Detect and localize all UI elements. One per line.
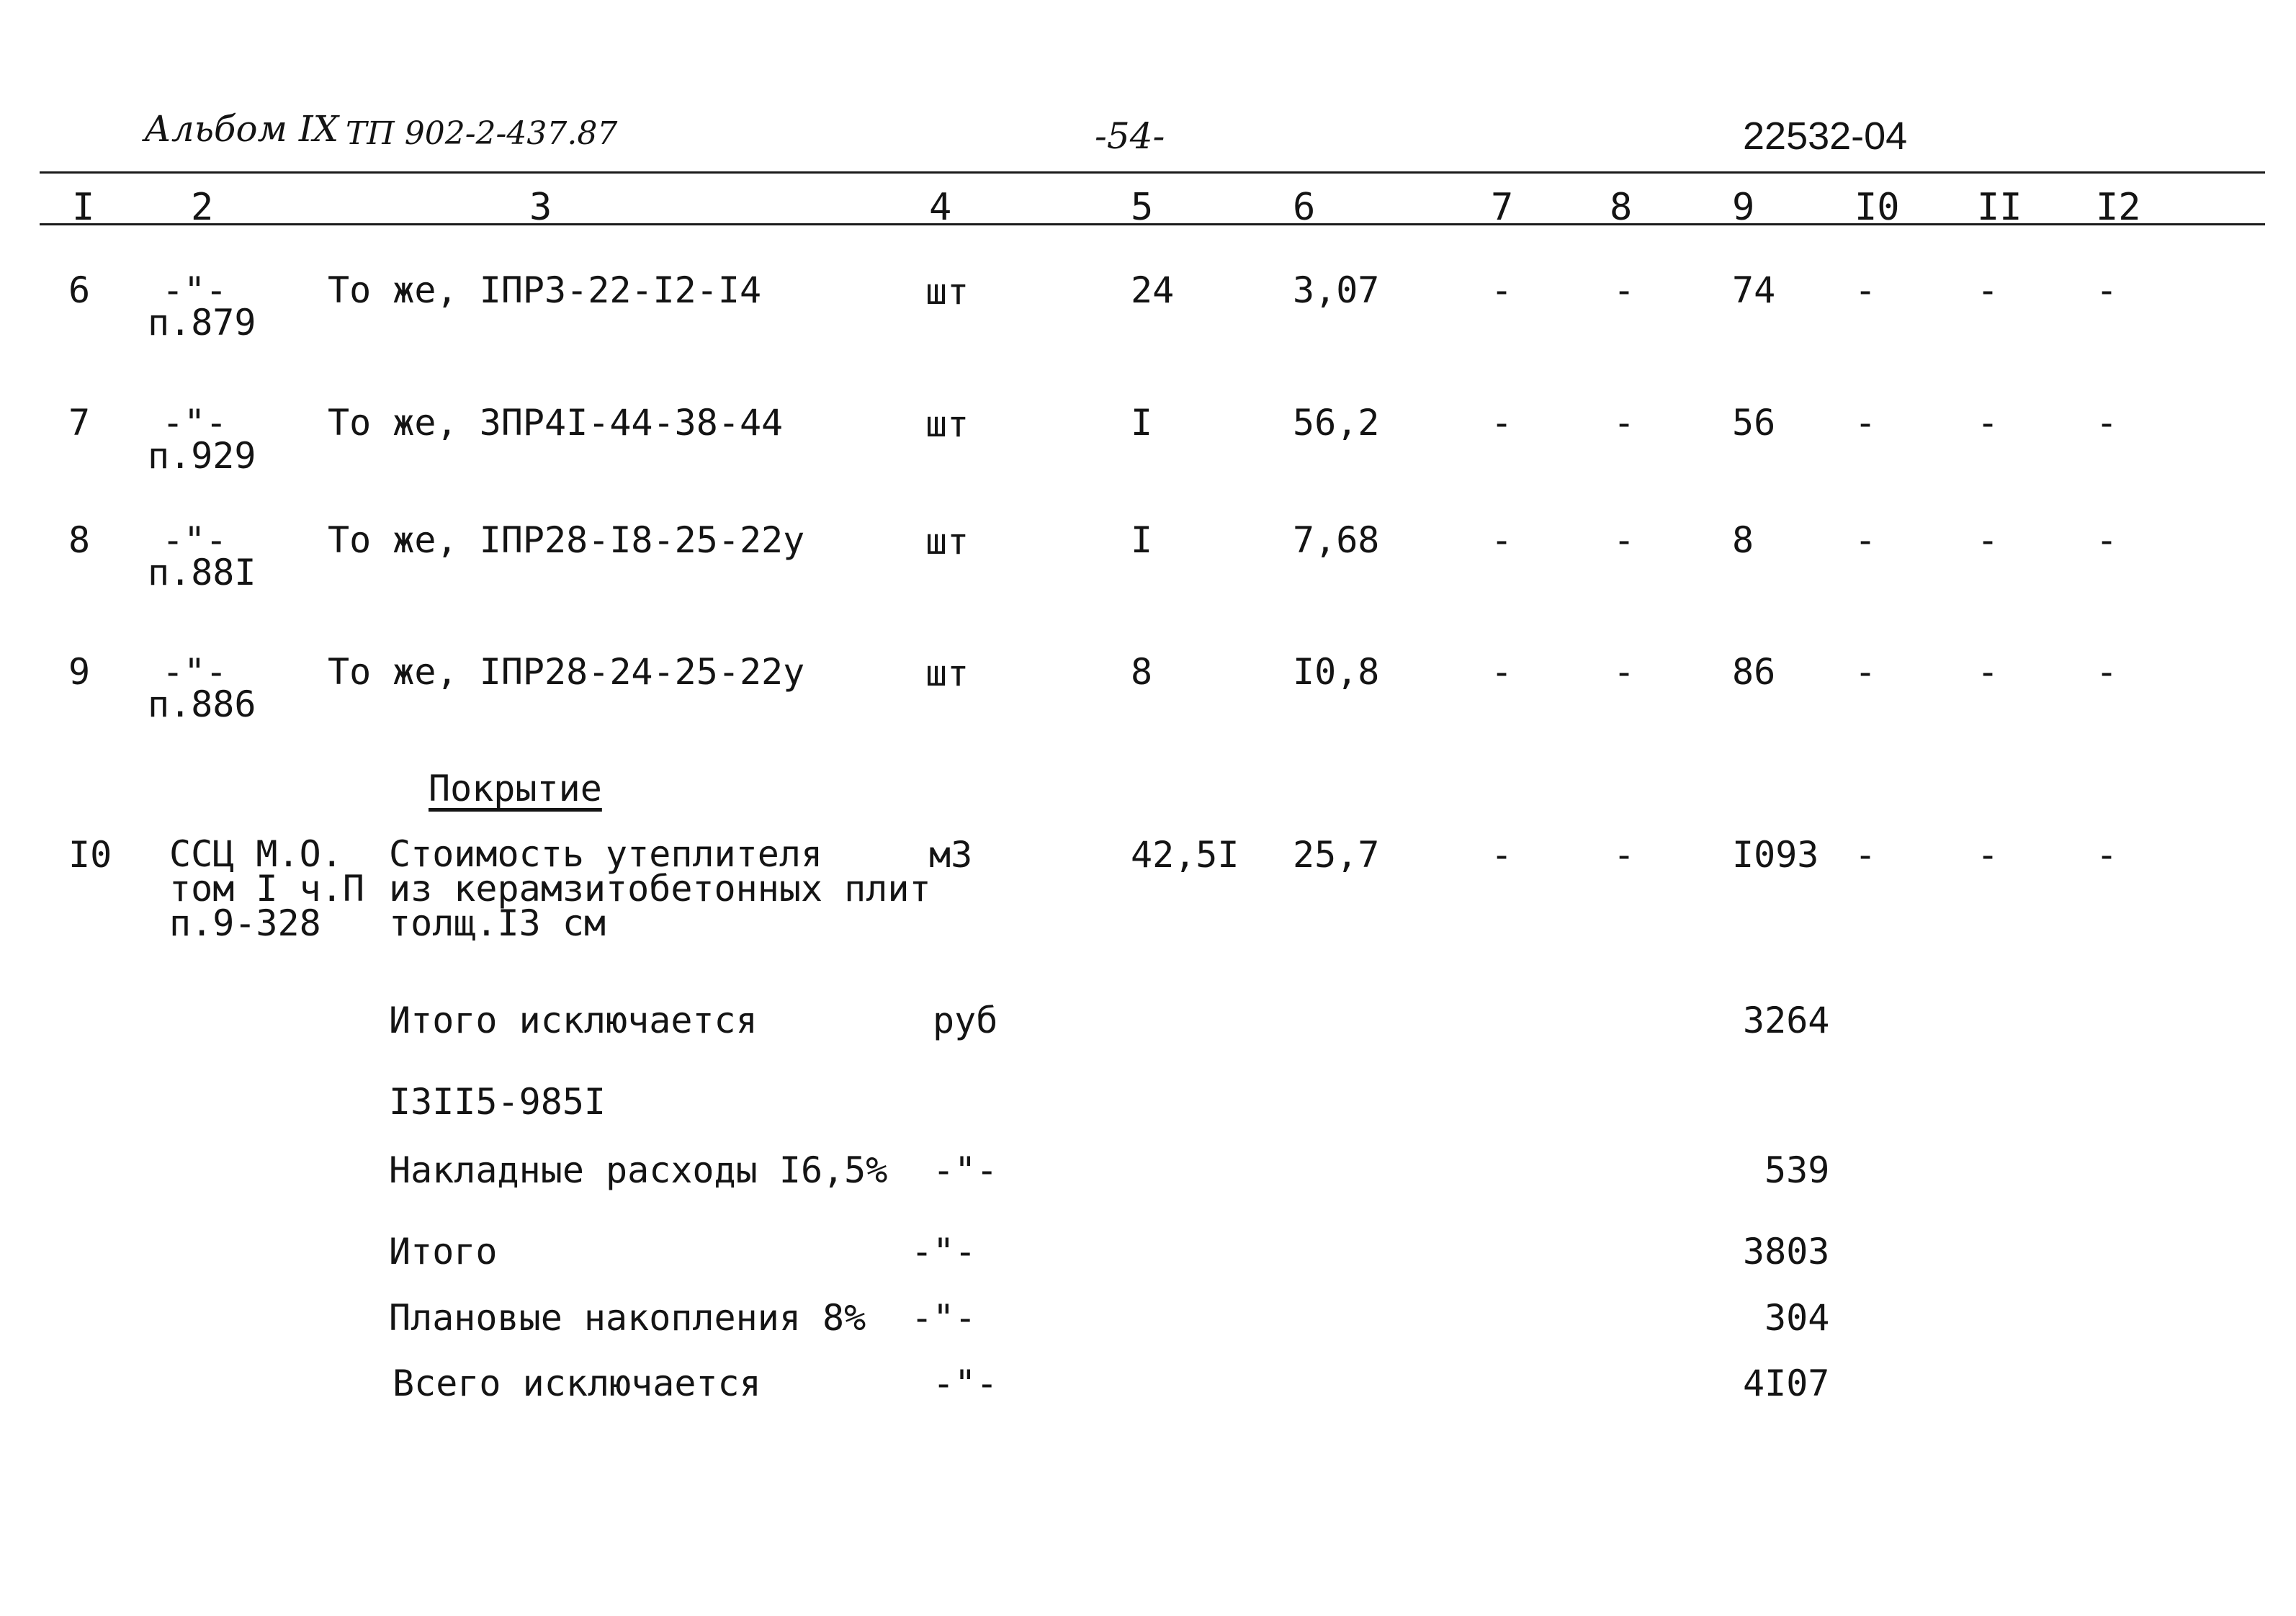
totals-value: 4I07: [1743, 1363, 1830, 1404]
column-header-12: I2: [2096, 186, 2141, 229]
ditto-mark: -"-: [162, 269, 228, 311]
col10-value: -: [1855, 269, 1877, 311]
totals-label: Всего исключается: [393, 1363, 761, 1404]
totals-value: 539: [1764, 1149, 1830, 1191]
totals-label: Плановые накопления 8%: [389, 1297, 866, 1339]
unit: шт: [925, 403, 969, 445]
col8-value: -: [1613, 519, 1636, 561]
col10-value: -: [1855, 834, 1877, 876]
total-cost: 74: [1732, 269, 1776, 311]
totals-label: Итого: [389, 1231, 498, 1272]
totals-value: 3264: [1743, 1000, 1830, 1041]
item-description: То же, IПР28-24-25-22у: [328, 651, 805, 693]
document-code: 22532-04: [1743, 115, 1908, 158]
row-number: I0: [68, 834, 112, 876]
document-reference: I3II5-985I: [389, 1081, 606, 1123]
unit-price: 3,07: [1293, 269, 1380, 311]
quantity: I: [1131, 402, 1153, 444]
quantity: 42,5I: [1131, 834, 1239, 876]
column-header-9: 9: [1732, 186, 1755, 229]
quantity: 24: [1131, 269, 1175, 311]
reference-item: п.886: [148, 683, 256, 725]
totals-label: Накладные расходы I6,5%: [389, 1149, 888, 1191]
unit-price: 7,68: [1293, 519, 1380, 561]
total-cost: 86: [1732, 651, 1776, 693]
unit: шт: [925, 271, 969, 313]
ditto-mark: -"-: [162, 402, 228, 444]
col11-value: -: [1977, 402, 1999, 444]
totals-unit: -"-: [933, 1363, 998, 1404]
column-header-7: 7: [1491, 186, 1514, 229]
row-number: 8: [68, 519, 91, 561]
col12-value: -: [2096, 402, 2118, 444]
col10-value: -: [1855, 519, 1877, 561]
col7-value: -: [1491, 402, 1513, 444]
total-cost: I093: [1732, 834, 1819, 876]
quantity: I: [1131, 519, 1153, 561]
unit: шт: [925, 652, 969, 694]
row-number: 9: [68, 651, 91, 693]
page-number: -54-: [1095, 115, 1165, 157]
reference-item: п.929: [148, 435, 256, 477]
ditto-mark: -"-: [162, 519, 228, 561]
column-header-2: 2: [191, 186, 214, 229]
reference-source: ССЦ М.О. том I ч.П п.9-328: [169, 833, 364, 944]
section-heading: Покрытие: [429, 768, 602, 809]
col8-value: -: [1613, 402, 1636, 444]
col7-value: -: [1491, 519, 1513, 561]
totals-value: 3803: [1743, 1231, 1830, 1272]
quantity: 8: [1131, 651, 1153, 693]
total-cost: 8: [1732, 519, 1754, 561]
column-header-4: 4: [929, 186, 952, 229]
col10-value: -: [1855, 402, 1877, 444]
col7-value: -: [1491, 834, 1513, 876]
column-header-10: I0: [1855, 186, 1900, 229]
col12-value: -: [2096, 269, 2118, 311]
col8-value: -: [1613, 269, 1636, 311]
header-top-rule: [40, 171, 2265, 174]
col8-value: -: [1613, 834, 1636, 876]
project-code: ТП 902-2-437.87: [346, 115, 618, 152]
row-number: 7: [68, 402, 91, 444]
totals-unit: -"-: [933, 1149, 998, 1191]
unit: м3: [929, 834, 973, 876]
column-header-11: II: [1977, 186, 2022, 229]
item-description: То же, 3ПР4I-44-38-44: [328, 402, 784, 444]
totals-value: 304: [1764, 1297, 1830, 1339]
album-label: Альбом IX: [144, 108, 339, 150]
col11-value: -: [1977, 651, 1999, 693]
totals-unit: руб: [933, 1000, 998, 1041]
col8-value: -: [1613, 651, 1636, 693]
totals-unit: -"-: [911, 1231, 977, 1272]
ditto-mark: -"-: [162, 651, 228, 693]
unit-price: I0,8: [1293, 651, 1380, 693]
unit: шт: [925, 521, 969, 562]
col11-value: -: [1977, 834, 1999, 876]
col12-value: -: [2096, 519, 2118, 561]
column-header-8: 8: [1610, 186, 1633, 229]
totals-unit: -"-: [911, 1297, 977, 1339]
totals-label: Итого исключается: [389, 1000, 758, 1041]
col7-value: -: [1491, 269, 1513, 311]
column-header-1: I: [72, 186, 95, 229]
col11-value: -: [1977, 269, 1999, 311]
col10-value: -: [1855, 651, 1877, 693]
col12-value: -: [2096, 834, 2118, 876]
reference-item: п.88I: [148, 552, 256, 593]
column-header-5: 5: [1131, 186, 1154, 229]
total-cost: 56: [1732, 402, 1776, 444]
col12-value: -: [2096, 651, 2118, 693]
reference-item: п.879: [148, 302, 256, 344]
column-header-6: 6: [1293, 186, 1316, 229]
unit-price: 56,2: [1293, 402, 1380, 444]
item-description: То же, IПР28-I8-25-22у: [328, 519, 805, 561]
column-header-3: 3: [529, 186, 552, 229]
row-number: 6: [68, 269, 91, 311]
col7-value: -: [1491, 651, 1513, 693]
item-description: Стоимость утеплителя из керамзитобетонных плит толщ.I3 см: [389, 833, 931, 944]
col11-value: -: [1977, 519, 1999, 561]
unit-price: 25,7: [1293, 834, 1380, 876]
item-description: То же, IПР3-22-I2-I4: [328, 269, 762, 311]
